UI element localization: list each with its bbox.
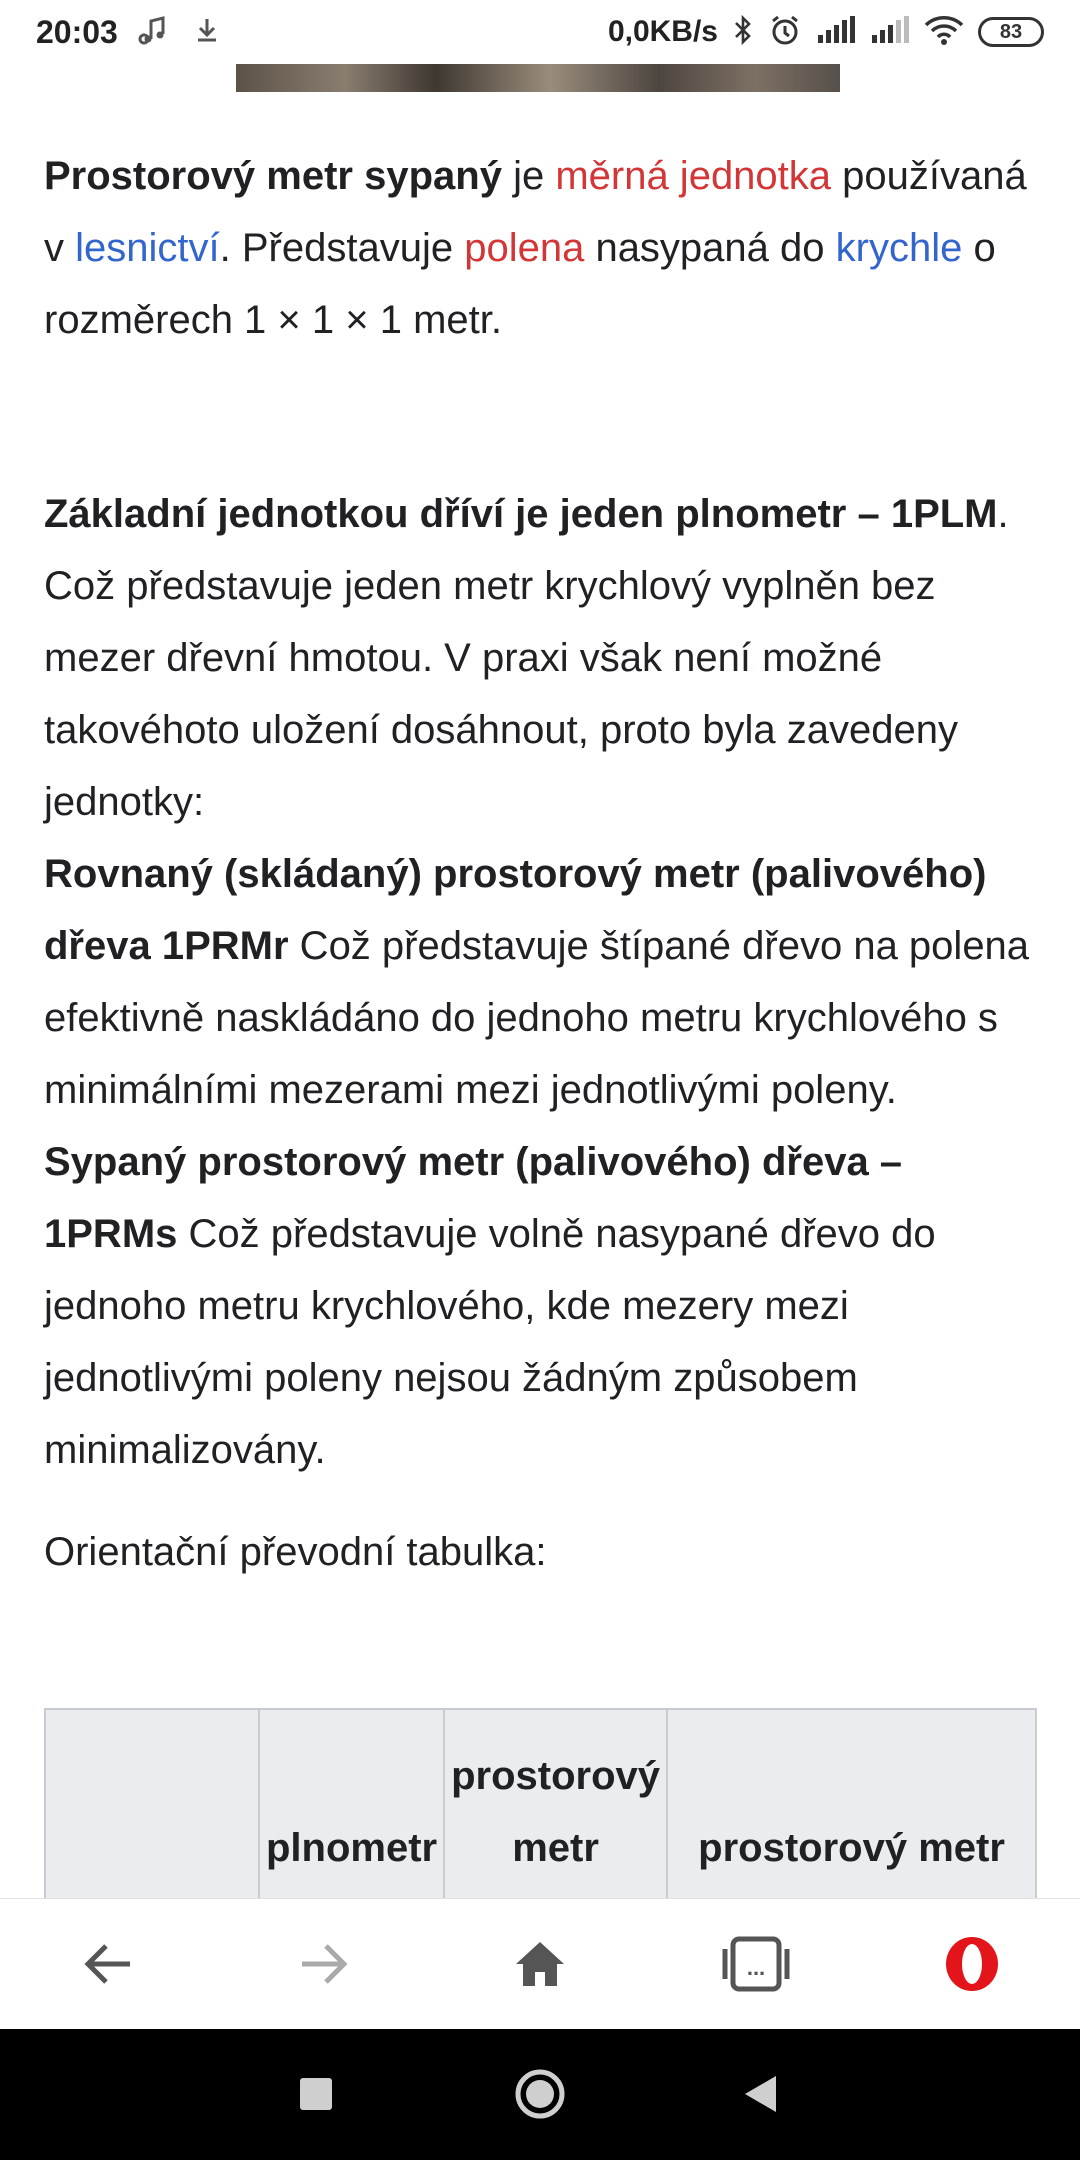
term-bold: Prostorový metr sypaný xyxy=(44,154,502,198)
recents-button[interactable] xyxy=(256,2028,376,2160)
status-bar-right xyxy=(608,0,1044,64)
units-paragraph: Základní jednotkou dříví je jeden plnometr – 1PLM. Což představuje jeden metr krychlový vyplněn bez mezer dřevní hmotou. V praxi však není možné takovéhoto uložení dosáhnout, proto byla zavedeny jednotky: Rovnaný (skládaný) prostorový metr (palivového) dřeva 1PRMr Což představuje štípané dřevo na polena efektivně naskládáno do jednoho metru krychlového s minimálními mezerami mezi jednotlivými poleny. Sypaný prostorový metr (palivového) dřeva – 1PRMs Což představuje volně nasypané dřevo do jednoho metru krychlového, kde mezery mezi jednotlivými poleny nejsou žádným způsobem minimalizovány. xyxy=(44,492,1030,1472)
opera-menu-button[interactable] xyxy=(912,1899,1032,2029)
clock: 20:03 xyxy=(36,13,118,50)
signal-icon xyxy=(816,15,856,50)
recents-square-icon xyxy=(299,2077,333,2111)
tabs-button[interactable] xyxy=(696,1899,816,2029)
tabs-icon xyxy=(721,1933,791,1995)
table-header-sypany: prostorový metr xyxy=(667,1709,1036,1957)
download-icon xyxy=(192,15,222,50)
table-caption: Orientační převodní tabulka: xyxy=(44,1530,547,1574)
home-button[interactable] xyxy=(480,1899,600,2029)
browser-bottom-bar xyxy=(0,1898,1080,2029)
prmr-bold: Rovnaný (skládaný) prostorový metr (palivového) dřeva 1PRMr xyxy=(44,852,987,968)
network-speed: 0,0KB/s xyxy=(607,15,718,48)
system-back-button[interactable] xyxy=(700,2028,820,2160)
wifi-icon xyxy=(924,14,964,51)
prms-bold: Sypaný prostorový metr (palivového) dřeva – 1PRMs xyxy=(44,1140,903,1256)
link-polena[interactable]: polena xyxy=(464,226,585,270)
back-button[interactable] xyxy=(48,1899,168,2029)
battery-icon: 83 xyxy=(978,17,1044,47)
table-header-plnometr: plnometr xyxy=(259,1709,444,1957)
article-image xyxy=(236,64,840,92)
system-navigation-bar xyxy=(0,2028,1080,2160)
intro-paragraph: Prostorový metr sypaný je měrná jednotka používaná v lesnictví. Představuje polena nasypaná do krychle o rozměrech 1 × 1 × 1 metr. xyxy=(44,154,1027,342)
signal-icon xyxy=(870,15,910,50)
table-header-rovnany: prostorový metr xyxy=(444,1709,667,1957)
article-content xyxy=(44,140,1044,1588)
forward-button[interactable] xyxy=(264,1899,384,2029)
alarm-icon xyxy=(768,13,802,52)
status-bar-left xyxy=(36,0,222,64)
back-arrow-icon xyxy=(82,1942,134,1986)
system-home-button[interactable] xyxy=(480,2028,600,2160)
forward-arrow-icon xyxy=(298,1942,350,1986)
link-krychle[interactable]: krychle xyxy=(835,226,963,270)
svg-text:...: ... xyxy=(746,1955,766,1980)
opera-menu-icon xyxy=(943,1935,1001,1993)
bluetooth-icon xyxy=(732,14,754,51)
home-icon xyxy=(514,1939,566,1989)
home-circle-icon xyxy=(514,2068,566,2120)
link-lesnictvi[interactable]: lesnictví xyxy=(75,226,220,270)
music-notification-icon xyxy=(140,15,170,50)
link-merna-jednotka[interactable]: měrná jednotka xyxy=(555,154,832,198)
status-bar xyxy=(0,0,1080,64)
back-triangle-icon xyxy=(742,2074,778,2114)
conversion-table-wrapper xyxy=(44,1708,1037,1898)
plnometr-bold: Základní jednotkou dříví je jeden plnometr – 1PLM xyxy=(44,492,998,536)
